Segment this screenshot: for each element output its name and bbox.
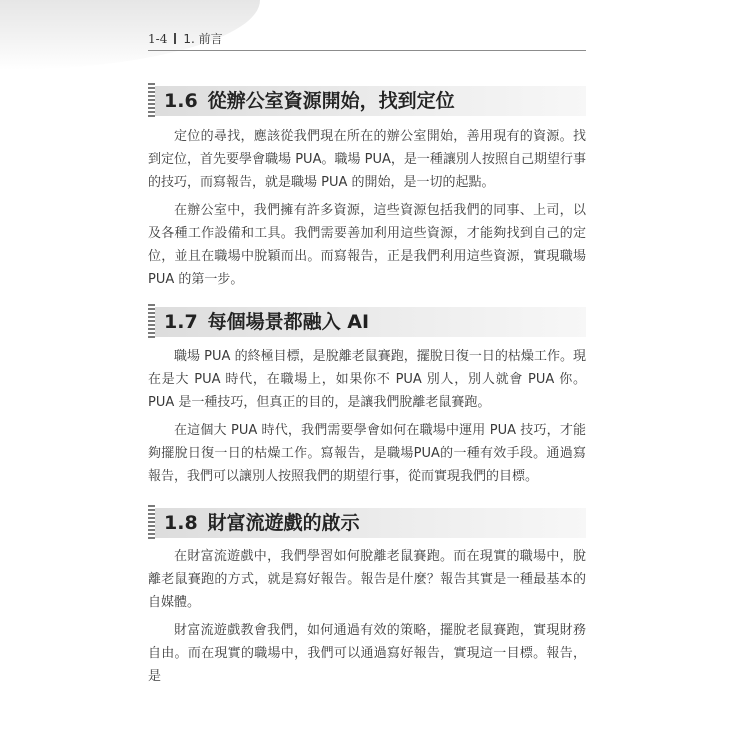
chapter-title: 1. 前言 xyxy=(183,32,223,46)
section-title: 每個場景都融入 AI xyxy=(207,311,370,333)
section-number: 1.6 xyxy=(164,90,198,112)
header-divider xyxy=(174,33,176,44)
section-title: 財富流遊戲的啟示 xyxy=(207,512,360,534)
section-heading-1-8 xyxy=(148,508,586,538)
paragraph: 定位的尋找，應該從我們現在所在的辦公室開始，善用現有的資源。找到定位，首先要學會職場 PUA。職場 PUA，是一種讓別人按照自己期望行事的技巧，而寫報告，就是職場 PUA 的開始，是一切的起點。 xyxy=(148,129,586,190)
section-number: 1.8 xyxy=(164,512,198,534)
page-number: 1-4 xyxy=(148,32,168,46)
section-title: 從辦公室資源開始，找到定位 xyxy=(207,90,455,112)
paragraph: 在辦公室中，我們擁有許多資源，這些資源包括我們的同事、上司，以及各種工作設備和工具。我們需要善加利用這些資源，才能夠找到自己的定位，並且在職場中脫穎而出。而寫報告，正是我們利用這些資源，實現職場 PUA 的第一步。 xyxy=(148,203,586,287)
section-number: 1.7 xyxy=(164,311,198,333)
paragraph: 在財富流遊戲中，我們學習如何脫離老鼠賽跑。而在現實的職場中，脫離老鼠賽跑的方式，就是寫好報告。報告是什麼？報告其實是一種最基本的自媒體。 xyxy=(148,549,586,610)
paragraph: 財富流遊戲教會我們，如何通過有效的策略，擺脫老鼠賽跑，實現財務自由。而在現實的職場中，我們可以通過寫好報告，實現這一目標。報告，是 xyxy=(148,623,586,684)
paragraph: 在這個大 PUA 時代，我們需要學會如何在職場中運用 PUA 技巧，才能夠擺脫日復一日的枯燥工作。寫報告，是職場PUA的一種有效手段。通過寫報告，我們可以讓別人按照我們的期望行事，從而實現我們的目標。 xyxy=(148,423,586,484)
section-heading-1-7 xyxy=(148,307,586,337)
paragraph: 職場 PUA 的終極目標，是脫離老鼠賽跑，擺脫日復一日的枯燥工作。現在是大 PUA 時代，在職場上，如果你不 PUA 別人，別人就會 PUA 你。PUA 是一種技巧，但真正的目的，是讓我們脫離老鼠賽跑。 xyxy=(148,349,586,410)
running-header xyxy=(148,30,586,51)
section-heading-1-6 xyxy=(148,86,586,116)
